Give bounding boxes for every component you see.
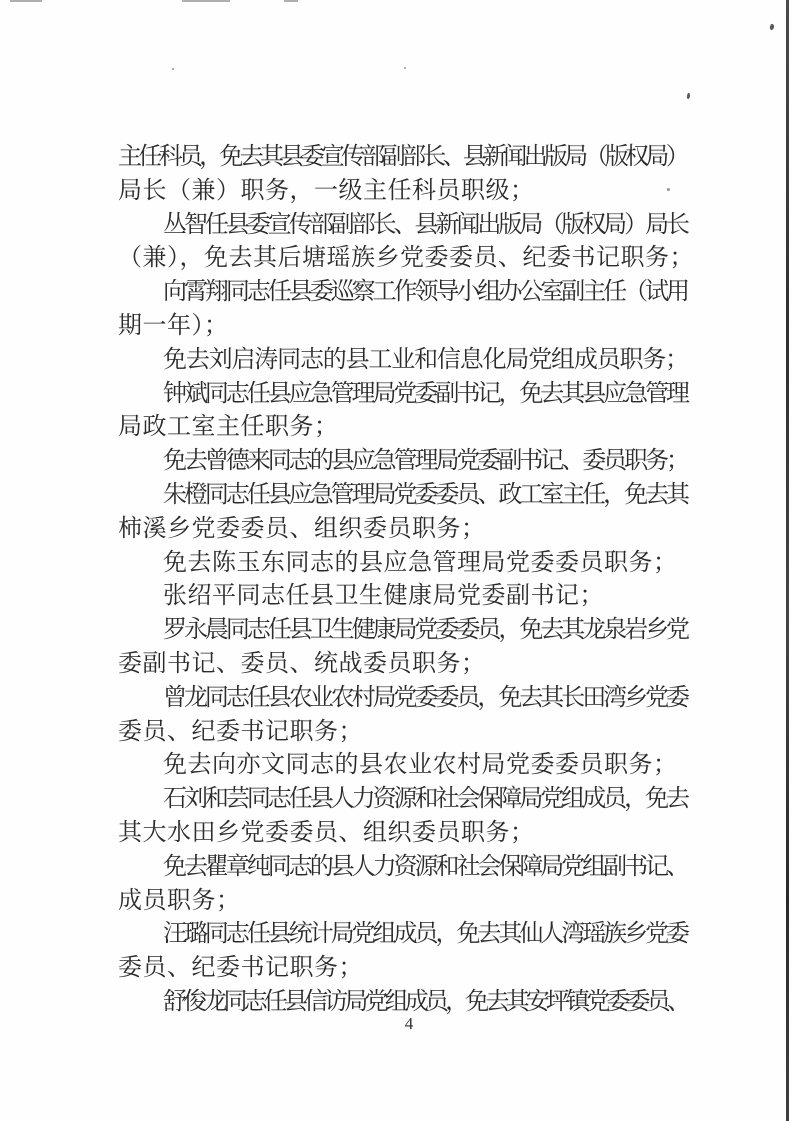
- scan-artifact-top-dash: [10, 0, 42, 2]
- text-line-content: 主任科员，免去其县委宣传部副部长、县新闻出版局（版权局）: [118, 144, 686, 170]
- text-line-content: 免去向亦文同志的县农业农村局党委委员职务；: [163, 752, 678, 779]
- text-line: [118, 782, 700, 816]
- text-line-content: 委员、纪委书记职务；: [118, 718, 363, 745]
- text-line: [118, 309, 700, 343]
- text-line-content: 舒俊龙同志任县信访局党组成员，免去其安坪镇党委委员、: [163, 989, 687, 1015]
- text-line-content: 石刘和芸同志任县人力资源和社会保障局党组成员，免去: [163, 786, 687, 813]
- text-line: [118, 850, 700, 884]
- text-line-content: 免去陈玉东同志的县应急管理局党委委员职务；: [163, 549, 678, 576]
- text-line: [118, 275, 700, 309]
- scan-artifact-speck: [404, 67, 406, 69]
- scan-edge-line: [786, 0, 789, 1121]
- text-line: [118, 647, 700, 681]
- text-line-content: 汪璐同志任县统计局党组成员，免去其仙人湾瑶族乡党委: [163, 921, 687, 948]
- text-line: [118, 512, 700, 546]
- text-line: [118, 174, 700, 208]
- text-line: [118, 613, 700, 647]
- text-line: [118, 917, 700, 951]
- scan-artifact-speck: [172, 68, 174, 70]
- text-line: [118, 208, 700, 242]
- text-line: [118, 377, 700, 411]
- text-line-content: 曾龙同志任县农业农村局党委委员，免去其长田湾乡党委: [163, 684, 687, 711]
- text-line-content: 罗永晨同志任县卫生健康局党委委员，免去其龙泉岩乡党: [163, 617, 687, 644]
- text-line: [118, 951, 700, 985]
- text-line: [118, 241, 700, 275]
- scan-artifact-speck: [769, 24, 775, 31]
- scan-artifact-top-dash: [284, 0, 298, 2]
- text-line: [118, 579, 700, 613]
- text-line-content: （兼），免去其后塘瑶族乡党委委员、纪委书记职务；: [118, 245, 694, 272]
- text-line: [118, 444, 700, 478]
- text-line-content: 局政工室主任职务；: [118, 414, 339, 441]
- text-line: [118, 816, 700, 850]
- text-line-content: 其大水田乡党委委员、组织委员职务；: [118, 820, 535, 846]
- text-line-content: 委副书记、委员、统战委员职务；: [118, 651, 486, 677]
- text-line: [118, 140, 700, 174]
- scan-artifact-speck: [686, 93, 690, 99]
- text-line: [118, 410, 700, 444]
- text-line-content: 朱橙同志任县应急管理局党委委员、政工室主任，免去其: [163, 482, 687, 508]
- text-line: [118, 715, 700, 749]
- text-line-content: 向霄翔同志任县委巡察工作领导小组办公室副主任（试用: [163, 279, 687, 306]
- text-line-content: 局长（兼）职务，一级主任科员职级；: [118, 177, 535, 204]
- text-line-content: 成员职务；: [118, 887, 241, 914]
- text-line: [118, 478, 700, 512]
- text-line-content: 张绍平同志任县卫生健康局党委副书记；: [163, 583, 604, 610]
- text-line: [118, 546, 700, 580]
- text-line-content: 期一年）；: [118, 313, 229, 339]
- scan-artifact-top-dash: [182, 0, 230, 2]
- text-line: [118, 681, 700, 715]
- text-line-content: 柿溪乡党委委员、组织委员职务；: [118, 515, 486, 542]
- text-line-content: 丛智任县委宣传部副部长、县新闻出版局（版权局）局长: [163, 211, 687, 238]
- text-line: [118, 884, 700, 918]
- text-line-content: 委员、纪委书记职务；: [118, 955, 363, 982]
- text-line: [118, 748, 700, 782]
- text-line-content: 免去瞿章纯同志的县人力资源和社会保障局党组副书记、: [163, 853, 687, 880]
- page-number: 4: [404, 1014, 414, 1033]
- text-line: [118, 343, 700, 377]
- text-line-content: 免去刘启涛同志的县工业和信息化局党组成员职务；: [163, 346, 688, 373]
- text-line-content: 免去曾德来同志的县应急管理局党委副书记、委员职务；: [163, 448, 687, 475]
- text-line-content: 钟斌同志任县应急管理局党委副书记，免去其县应急管理: [163, 380, 687, 407]
